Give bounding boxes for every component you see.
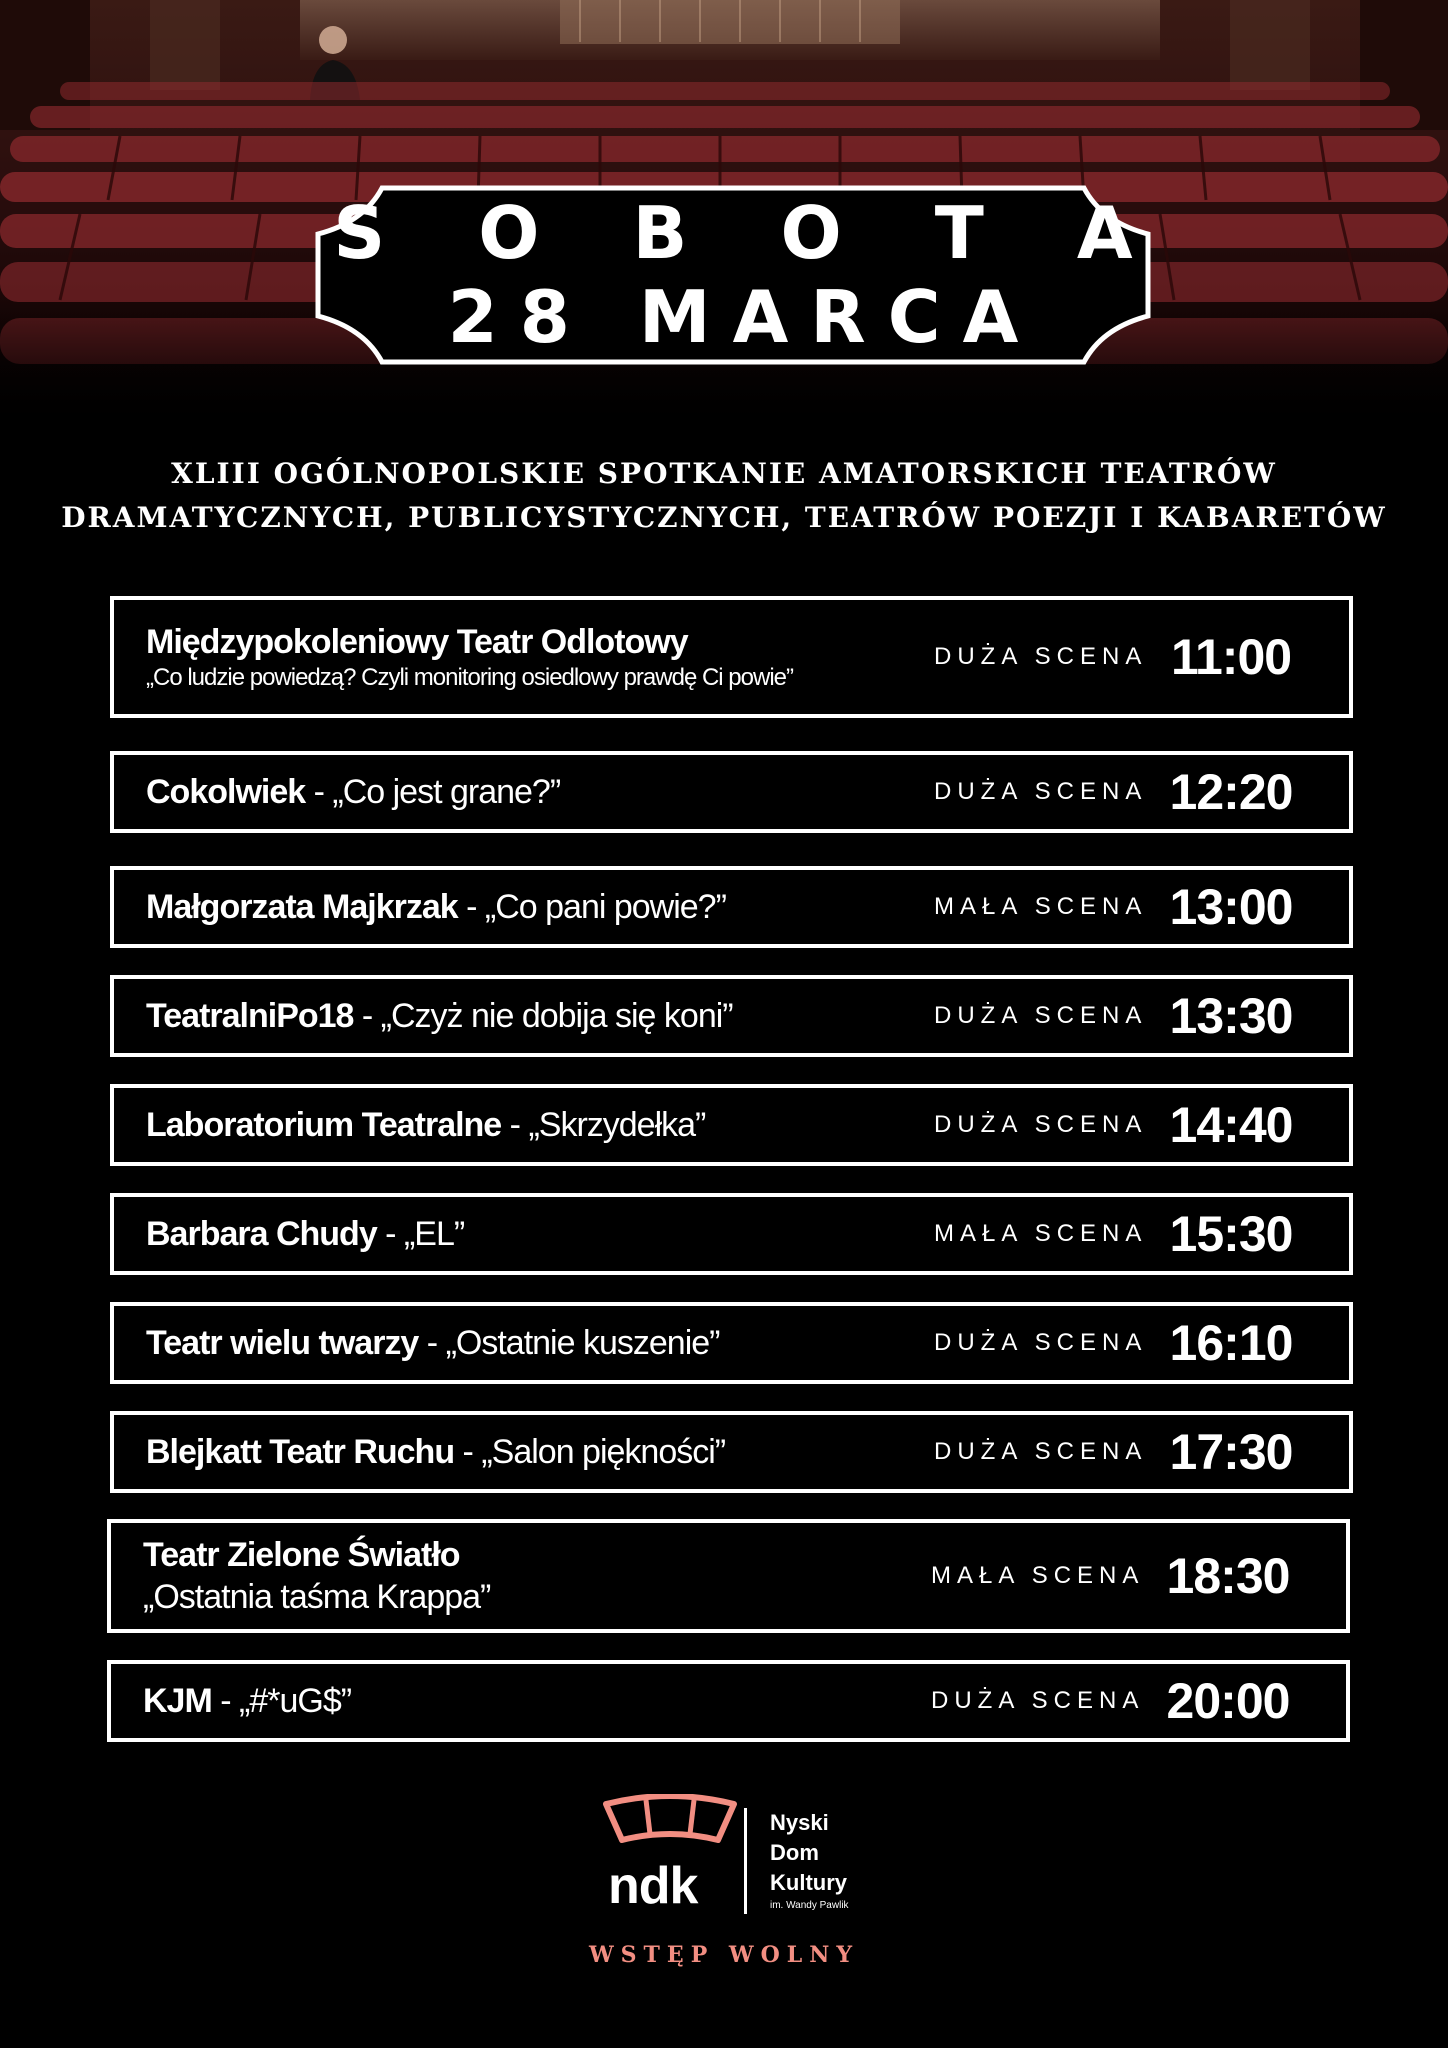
schedule-row — [110, 1411, 1353, 1493]
logo-subtitle: im. Wandy Pawlik — [770, 1900, 849, 1911]
subtitle-line-1: XLIII OGÓLNOPOLSKIE SPOTKANIE AMATORSKICH TEATRÓW — [171, 457, 1277, 490]
stage-label: MAŁA SCENA — [934, 893, 1148, 920]
stage-label: MAŁA SCENA — [931, 1562, 1145, 1589]
play-title: „Salon piękności” — [481, 1433, 726, 1471]
start-time: 14:40 — [1169, 1097, 1293, 1153]
stage-label: DUŻA SCENA — [934, 778, 1148, 805]
group-name: Teatr wielu twarzy — [146, 1324, 419, 1362]
group-name: Barbara Chudy — [146, 1215, 377, 1253]
ndk-logo — [600, 1794, 880, 1924]
schedule-row — [107, 1660, 1350, 1742]
logo-divider — [744, 1808, 747, 1914]
schedule-row — [110, 1084, 1353, 1166]
schedule-row — [107, 1519, 1350, 1633]
date-plaque — [312, 182, 1167, 368]
group-name: Małgorzata Majkrzak — [146, 888, 458, 926]
group-name: TeatralniPo18 — [146, 997, 354, 1035]
stage-label: DUŻA SCENA — [931, 1687, 1145, 1714]
start-time: 13:00 — [1169, 879, 1293, 935]
schedule-row — [110, 1302, 1353, 1384]
stage-label: DUŻA SCENA — [934, 1329, 1148, 1356]
subtitle-line-2: DRAMATYCZNYCH, PUBLICYSTYCZNYCH, TEATRÓW POEZJI I KABARETÓW — [61, 501, 1387, 534]
stage-label: DUŻA SCENA — [934, 643, 1148, 670]
day-title: S O B O T A — [333, 191, 1167, 275]
play-title: „Co jest grane?” — [332, 773, 561, 811]
stage-label: DUŻA SCENA — [934, 1438, 1148, 1465]
play-title: „Co pani powie?” — [484, 888, 726, 926]
stage-label: DUŻA SCENA — [934, 1111, 1148, 1138]
group-name: Teatr Zielone Światło — [143, 1536, 460, 1574]
separator: - — [353, 997, 381, 1035]
separator: - — [418, 1324, 446, 1362]
schedule-row — [110, 1193, 1353, 1275]
start-time: 18:30 — [1166, 1548, 1290, 1604]
separator: - — [376, 1215, 404, 1253]
separator: - — [211, 1682, 240, 1720]
schedule-row — [110, 751, 1353, 833]
stage-label: DUŻA SCENA — [934, 1002, 1148, 1029]
logo-name — [770, 1808, 847, 1898]
separator: - — [305, 773, 333, 811]
stage-arch-icon — [600, 1794, 740, 1858]
schedule-row — [110, 975, 1353, 1057]
start-time: 15:30 — [1169, 1206, 1293, 1262]
play-title: „#*uG$” — [239, 1682, 352, 1720]
free-entry-label: WSTĘP WOLNY — [588, 1942, 860, 1968]
group-name: Blejkatt Teatr Ruchu — [146, 1433, 455, 1471]
festival-subtitle — [0, 452, 1448, 540]
separator: - — [454, 1433, 482, 1471]
play-title: „Ostatnia taśma Krappa” — [143, 1578, 491, 1616]
stage-label: MAŁA SCENA — [934, 1220, 1148, 1247]
start-time: 20:00 — [1166, 1673, 1290, 1729]
play-title: „Skrzydełka” — [528, 1106, 706, 1144]
logo-name-line-2: Dom — [770, 1840, 819, 1865]
play-title: „Co ludzie powiedzą? Czyli monitoring osiedlowy prawdę Ci powie” — [146, 664, 793, 691]
play-title: „Czyż nie dobija się koni” — [380, 997, 733, 1035]
start-time: 17:30 — [1169, 1424, 1293, 1480]
start-time: 12:20 — [1169, 764, 1293, 820]
group-name: KJM — [143, 1682, 212, 1720]
group-name: Międzypokoleniowy Teatr Odlotowy — [146, 623, 688, 661]
group-name: Laboratorium Teatralne — [146, 1106, 502, 1144]
start-time: 16:10 — [1169, 1315, 1293, 1371]
logo-name-line-3: Kultury — [770, 1870, 847, 1895]
schedule-row — [110, 596, 1353, 718]
date-title: 28 MARCA — [447, 275, 1041, 359]
schedule-row — [110, 866, 1353, 948]
play-title: „Ostatnie kuszenie” — [445, 1324, 720, 1362]
play-title: „EL” — [403, 1215, 465, 1253]
logo-abbreviation: ndk — [608, 1857, 698, 1915]
separator: - — [457, 888, 485, 926]
logo-name-line-1: Nyski — [770, 1810, 829, 1835]
group-name: Cokolwiek — [146, 773, 306, 811]
start-time: 13:30 — [1169, 988, 1293, 1044]
separator: - — [501, 1106, 529, 1144]
start-time: 11:00 — [1170, 629, 1292, 685]
